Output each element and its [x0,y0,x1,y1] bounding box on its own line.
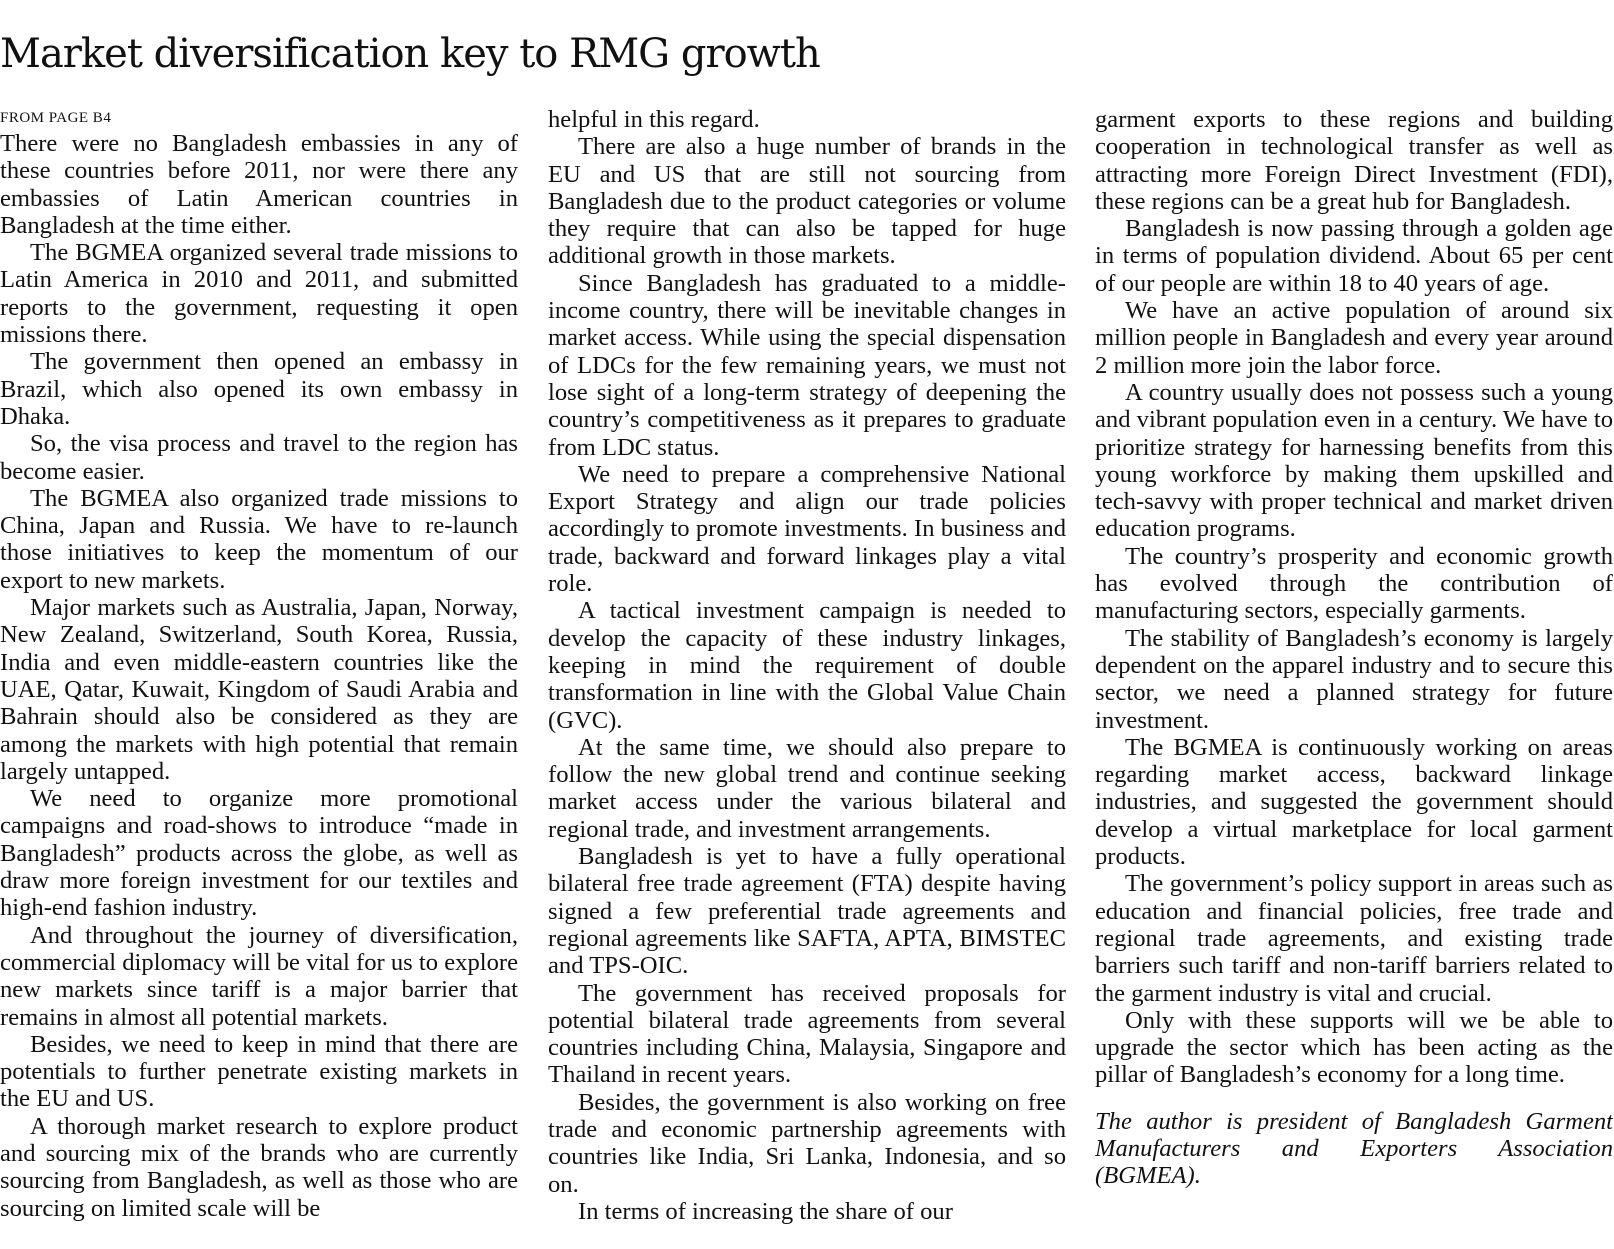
paragraph: In terms of increasing the share of our [578,1197,953,1225]
article-column-2 [548,106,1066,1246]
paragraph: There are also a huge number of brands in the EU and US that are still not sourcing from Bangladesh due to the product categories or volume they require that can also be tapped for huge additional growth in those markets. [548,133,1066,270]
paragraph: The government then opened an embassy in Brazil, which also opened its own embassy in Dhaka. [0,348,518,430]
paragraph: We need to prepare a comprehensive National Export Strategy and align our trade policies accordingly to promote investments. In business and trade, backward and forward linkages play a vital role. [548,460,1066,598]
headline: Market diversification key to RMG growth [0,31,820,77]
paragraph: Bangladesh is yet to have a fully operational bilateral free trade agreement (FTA) despite having signed a few preferential trade agreements and regional agreements like SAFTA, APTA, BIMSTEC and TPS-OIC. [548,843,1066,980]
paragraph: A country usually does not possess such a young and vibrant population even in a century. We have to prioritize strategy for harnessing benefits from this young workforce by making them upskilled and tech-savvy with proper technical and market driven education programs. [1095,378,1613,543]
paragraph: The BGMEA is continuously working on areas regarding market access, backward linkage industries, and suggested the government should develop a virtual marketplace for local garment products. [1095,733,1613,871]
paragraph: The BGMEA organized several trade missions to Latin America in 2010 and 2011, and submitted reports to the government, requesting it open missions there. [0,239,518,349]
paragraph: The government’s policy support in areas such as education and financial policies, free trade and regional trade agreements, and existing trade barriers such tariff and non-tariff barriers related to the garment industry is vital and crucial. [1095,870,1613,1007]
paragraph: The country’s prosperity and economic growth has evolved through the contribution of manufacturing sectors, especially garments. [1095,542,1613,625]
paragraph: Besides, we need to keep in mind that there are potentials to further penetrate existing markets in the EU and US. [0,1030,518,1113]
article-column-3 [1095,106,1613,1246]
author-byline: The author is president of Bangladesh Garment Manufacturers and Exporters Association (BGMEA). [1095,1107,1613,1190]
paragraph: So, the visa process and travel to the region has become easier. [0,430,518,485]
paragraph: garment exports to these regions and building cooperation in technological transfer as well as attracting more Foreign Direct Investment (FDI), these regions can be a great hub for Bangladesh. [1095,106,1613,215]
continued-from-label: FROM PAGE B4 [0,110,112,126]
paragraph: Only with these supports will we be able to upgrade the sector which has been acting as the pillar of Bangladesh’s economy for a long time. [1095,1006,1613,1089]
paragraph: At the same time, we should also prepare to follow the new global trend and continue seeking market access under the various bilateral and regional trade, and investment arrangements. [548,733,1066,843]
paragraph: A tactical investment campaign is needed to develop the capacity of these industry linkages, keeping in mind the requirement of double transformation in line with the Global Value Chain (GVC). [548,597,1066,734]
paragraph: Major markets such as Australia, Japan, Norway, New Zealand, Switzerland, South Korea, Russia, India and even middle-eastern countries like the UAE, Qatar, Kuwait, Kingdom of Saudi Arabia and Bahrain should also be considered as they are among the markets with high potential that remain largely untapped. [0,594,518,785]
paragraph: The stability of Bangladesh’s economy is largely dependent on the apparel industry and to secure this sector, we need a planned strategy for future investment. [1095,624,1613,734]
paragraph: The government has received proposals for potential bilateral trade agreements from several countries including China, Malaysia, Singapore and Thailand in recent years. [548,979,1066,1089]
paragraph: Bangladesh is now passing through a golden age in terms of population dividend. About 65 per cent of our people are within 18 to 40 years of age. [1095,215,1613,297]
paragraph: A thorough market research to explore product and sourcing mix of the brands who are currently sourcing from Bangladesh, as well as those who are sourcing on limited scale will be [0,1112,518,1222]
paragraph: We need to organize more promotional campaigns and road-shows to introduce “made in Bangladesh” products across the globe, as well as draw more foreign investment for our textiles and high-end fashion industry. [0,785,518,922]
paragraph: We have an active population of around six million people in Bangladesh and every year around 2 million more join the labor force. [1095,297,1613,379]
paragraph: There were no Bangladesh embassies in any of these countries before 2011, nor were there any embassies of Latin American countries in Bangladesh at the time either. [0,130,518,239]
article-column-1 [0,106,518,1246]
paragraph: The BGMEA also organized trade missions to China, Japan and Russia. We have to re-launch those initiatives to keep the momentum of our export to new markets. [0,484,518,594]
paragraph: Since Bangladesh has graduated to a middle-income country, there will be inevitable changes in market access. While using the special dispensation of LDCs for the few remaining years, we must not lose sight of a long-term strategy of deepening the country’s competitiveness as it prepares to graduate from LDC status. [548,269,1066,461]
paragraph: And throughout the journey of diversification, commercial diplomacy will be vital for us to explore new markets since tariff is a major barrier that remains in almost all potential markets. [0,921,518,1031]
paragraph: Besides, the government is also working on free trade and economic partnership agreements with countries like India, Sri Lanka, Indonesia, and so on. [548,1088,1066,1198]
paragraph: helpful in this regard. [548,106,760,133]
